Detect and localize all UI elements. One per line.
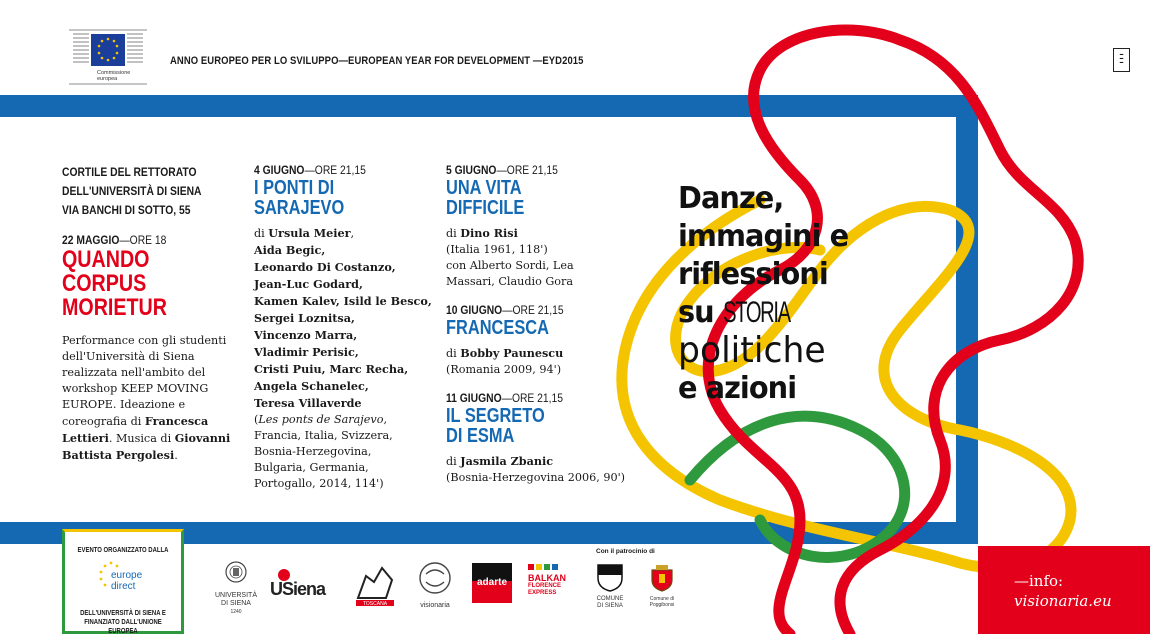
european-commission-logo — [67, 28, 149, 86]
universita-siena-logo: UNIVERSITÀ DI SIENA 1240 — [214, 560, 258, 616]
svg-text:TOSCANA: TOSCANA — [362, 601, 388, 607]
university-seal-icon — [214, 560, 258, 588]
organizer-bottom-text: DELL'UNIVERSITÀ DI SIENA E FINANZIATO DALL'UNIONE EUROPEA — [80, 610, 166, 634]
eu-caption-1: Commissione — [97, 70, 131, 76]
column-venue — [62, 163, 232, 464]
comune-poggibonsi-logo: Comune di Poggibonsi — [648, 564, 676, 608]
eu-caption-2: europea — [97, 76, 118, 82]
comune-siena-logo: COMUNE DI SIENA — [594, 562, 626, 610]
info-label: —info: — [1014, 572, 1064, 590]
toscana-logo — [352, 562, 398, 612]
event-4-title-1: FRANCESCA — [446, 317, 549, 339]
event-2-title-2: SARAJEVO — [254, 197, 345, 219]
corner-badge: ▬ ▬ ▬ — [1113, 48, 1130, 72]
event-3-title-1: UNA VITA — [446, 177, 522, 199]
event-4-when: 10 GIUGNO—ORE 21,15 — [446, 303, 564, 317]
event-3-when: 5 GIUGNO—ORE 21,15 — [446, 163, 558, 177]
event-2-when: 4 GIUGNO—ORE 21,15 — [254, 163, 366, 177]
europe-direct-word-2: direct — [111, 581, 136, 592]
header-title: ANNO EUROPEO PER LO SVILUPPO—EUROPEAN YEAR FOR DEVELOPMENT —EYD2015 — [170, 55, 584, 67]
event-1-date: 22 MAGGIO — [62, 233, 120, 247]
usiena-logo — [270, 567, 342, 607]
poggibonsi-crest-icon — [648, 564, 676, 592]
event-5-credits: di Jasmila Zbanic (Bosnia-Herzegovina 2006, 90') — [446, 454, 626, 484]
event-1-title-2: CORPUS — [62, 270, 147, 297]
frame-top-bar — [0, 95, 978, 117]
column-event-2 — [254, 163, 439, 492]
organizer-box — [62, 529, 184, 634]
slogan-line-5: politiche — [678, 330, 826, 371]
balkan-florence-express-logo: BALKAN FLORENCE EXPRESS — [528, 564, 580, 602]
venue-line-3: VIA BANCHI DI SOTTO, 55 — [62, 203, 191, 217]
venue-line-2: DELL'UNIVERSITÀ DI SIENA — [62, 184, 202, 198]
visionaria-logo: visionaria — [414, 560, 456, 610]
event-2-credits: di Ursula Meier, Aida Begic, Leonardo Di Costanzo, Jean-Luc Godard, Kamen Kalev, Isild le Besco, Sergei Loznitsa, Vincenzo Marra, Vladimir Perisic, Cristi Puiu, Marc Recha, Angela Schanelec, Teresa Villaverde (Les ponts de Sarajevo, Francia, Italia, Svizzera, Bosnia-Herzegovina, Bulgaria, Germania, Portogallo, 2014, 114') — [254, 226, 432, 490]
event-5-title-2: DI ESMA — [446, 425, 515, 447]
adarte-logo: adarte — [472, 563, 512, 603]
event-3-credits: di Dino Risi (Italia 1961, 118') con Alberto Sordi, Lea Massari, Claudio Gora — [446, 226, 574, 288]
europe-direct-word-1: europe — [111, 570, 143, 581]
svg-text:USiena: USiena — [270, 579, 326, 599]
slogan — [678, 180, 948, 408]
slogan-line-6: e azioni — [678, 371, 797, 406]
visionaria-icon — [414, 560, 456, 598]
frame-right-bar — [956, 95, 978, 544]
event-1-description: Performance con gli studenti dell'Università di Siena realizzata nell'ambito del workshop KEEP MOVING EUROPE. Ideazione e coreografia di Francesca Lettieri. Musica di Giovanni Battista Pergolesi. — [62, 334, 231, 462]
event-5-title-1: IL SEGRETO — [446, 405, 545, 427]
venue-line-1: CORTILE DEL RETTORATO — [62, 165, 197, 179]
event-1-title-1: QUANDO — [62, 246, 150, 273]
event-3-title-2: DIFFICILE — [446, 197, 525, 219]
organizer-top-text: EVENTO ORGANIZZATO DALLA — [77, 547, 169, 554]
slogan-line-2: immagini e — [678, 219, 849, 254]
europe-direct-logo — [97, 560, 151, 604]
event-2-title-1: I PONTI DI — [254, 177, 335, 199]
event-5-when: 11 GIUGNO—ORE 21,15 — [446, 391, 564, 405]
slogan-line-1: Danze, — [678, 181, 784, 216]
event-4-credits: di Bobby Paunescu (Romania 2009, 94') — [446, 346, 564, 376]
slogan-line-3: riflessioni — [678, 257, 828, 292]
patronage-label: Con il patrocinio di — [596, 548, 655, 555]
column-events-3-5 — [446, 163, 631, 486]
info-website-link[interactable]: visionaria.eu — [1014, 592, 1112, 610]
slogan-line-4: su STORIA — [678, 295, 790, 330]
siena-shield-icon — [594, 562, 626, 592]
event-1-title-3: MORIETUR — [62, 294, 167, 321]
info-box[interactable] — [978, 546, 1150, 634]
event-1-time: —ORE 18 — [119, 233, 167, 247]
